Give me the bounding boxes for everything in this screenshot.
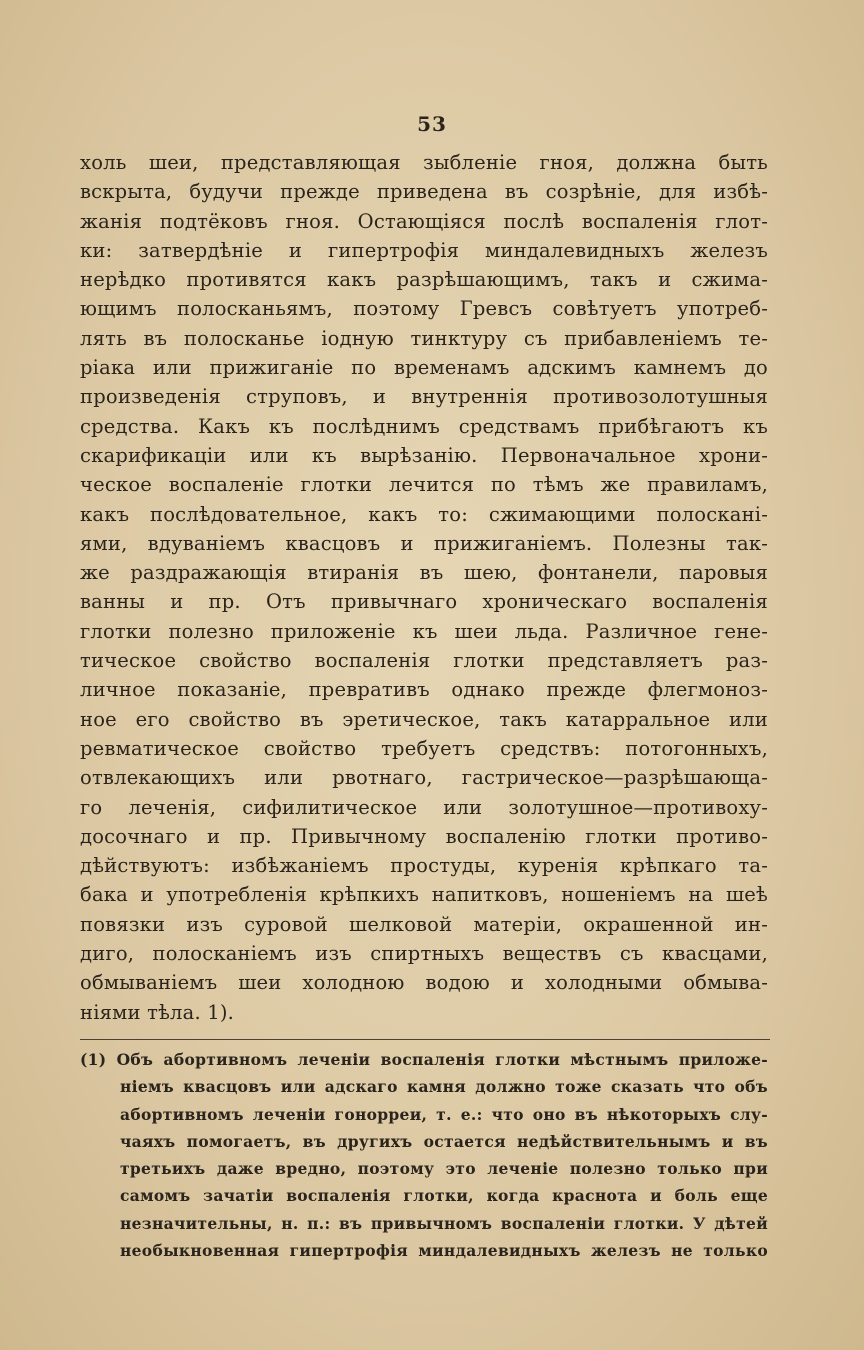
text-line: вскрыта, будучи прежде приведена въ созрѣніе, для избѣ-: [80, 180, 768, 204]
footnote-line: необыкновенная гипертрофія миндалевидныхъ железъ не только: [120, 1241, 768, 1261]
text-line: лять въ полосканье іодную тинктуру съ прибавленіемъ те-: [80, 326, 768, 350]
text-line: скарификаціи или къ вырѣзанію. Первоначальное хрони-: [80, 443, 768, 467]
text-line: жанія подтёковъ гноя. Остающіяся послѣ воспаленія глот-: [80, 209, 768, 233]
text-line: ванны и пр. Отъ привычнаго хроническаго воспаленія: [80, 590, 768, 614]
text-line: произведенія струповъ, и внутреннія противозолотушныя: [80, 385, 768, 409]
footnote-line: абортивномъ леченіи гонорреи, т. е.: что оно въ нѣкоторыхъ слу-: [120, 1104, 768, 1124]
text-line: ревматическое свойство требуетъ средствъ: потогонныхъ,: [80, 736, 768, 760]
text-line: ное его свойство въ эретическое, такъ катарральное или: [80, 707, 768, 731]
text-line: ріака или прижиганіе по временамъ адскимъ камнемъ до: [80, 356, 768, 380]
text-line: ческое воспаленіе глотки лечится по тѣмъ же правиламъ,: [80, 473, 768, 497]
text-line: глотки полезно приложеніе къ шеи льда. Различное гене-: [80, 619, 768, 643]
text-line: дѣйствуютъ: избѣжаніемъ простуды, куренія крѣпкаго та-: [80, 854, 768, 878]
text-line: обмываніемъ шеи холодною водою и холодными обмыва-: [80, 971, 768, 995]
text-line: отвлекающихъ или рвотнаго, гастрическое—разрѣшающа-: [80, 766, 768, 790]
text-line: нерѣдко противятся какъ разрѣшающимъ, такъ и сжима-: [80, 268, 768, 292]
text-line: холь шеи, представляющая зыбленіе гноя, должна быть: [80, 151, 768, 174]
text-line: личное показаніе, превративъ однако прежде флегмоноз-: [80, 678, 768, 702]
page-number: 53: [417, 112, 447, 136]
main-text-block: [80, 148, 768, 1027]
text-line: бака и употребленія крѣпкихъ напитковъ, ношеніемъ на шеѣ: [80, 883, 768, 907]
text-line: какъ послѣдовательное, какъ то: сжимающими полоскані-: [80, 502, 768, 526]
text-line: ки: затвердѣніе и гипертрофія миндалевидныхъ железъ: [80, 238, 768, 262]
text-line: ющимъ полосканьямъ, поэтому Гревсъ совѣтуетъ употреб-: [80, 297, 768, 321]
footnote-line: чаяхъ помогаетъ, въ другихъ остается недѣйствительнымъ и въ: [120, 1131, 768, 1151]
text-line: тическое свойство воспаленія глотки представляетъ раз-: [80, 649, 768, 673]
footnote-divider: [80, 1039, 770, 1040]
text-line: ями, вдуваніемъ квасцовъ и прижиганіемъ. Полезны так-: [80, 531, 768, 555]
footnote-line: третьихъ даже вредно, поэтому это леченіе полезно только при: [120, 1159, 768, 1179]
text-line: го леченія, сифилитическое или золотушное—противоху-: [80, 795, 768, 819]
footnote-line: самомъ зачатіи воспаленія глотки, когда краснота и боль еще: [120, 1186, 768, 1206]
text-line: средства. Какъ къ послѣднимъ средствамъ прибѣгаютъ къ: [80, 414, 768, 438]
text-line: повязки изъ суровой шелковой матеріи, окрашенной ин-: [80, 912, 768, 936]
footnote-block: [80, 1046, 768, 1264]
text-line: досочнаго и пр. Привычному воспаленію глотки противо-: [80, 824, 768, 848]
footnote-line: ніемъ квасцовъ или адскаго камня должно тоже сказать что объ: [120, 1077, 768, 1097]
footnote-line: (1) Объ абортивномъ леченіи воспаленія глотки мѣстнымъ приложе-: [80, 1050, 768, 1069]
text-line: ніями тѣла. 1).: [80, 1000, 235, 1024]
text-line: диго, полосканіемъ изъ спиртныхъ веществъ съ квасцами,: [80, 942, 768, 966]
text-line: же раздражающія втиранія въ шею, фонтанели, паровыя: [80, 561, 768, 585]
footnote-line: незначительны, н. п.: въ привычномъ воспаленіи глотки. У дѣтей: [120, 1213, 768, 1233]
